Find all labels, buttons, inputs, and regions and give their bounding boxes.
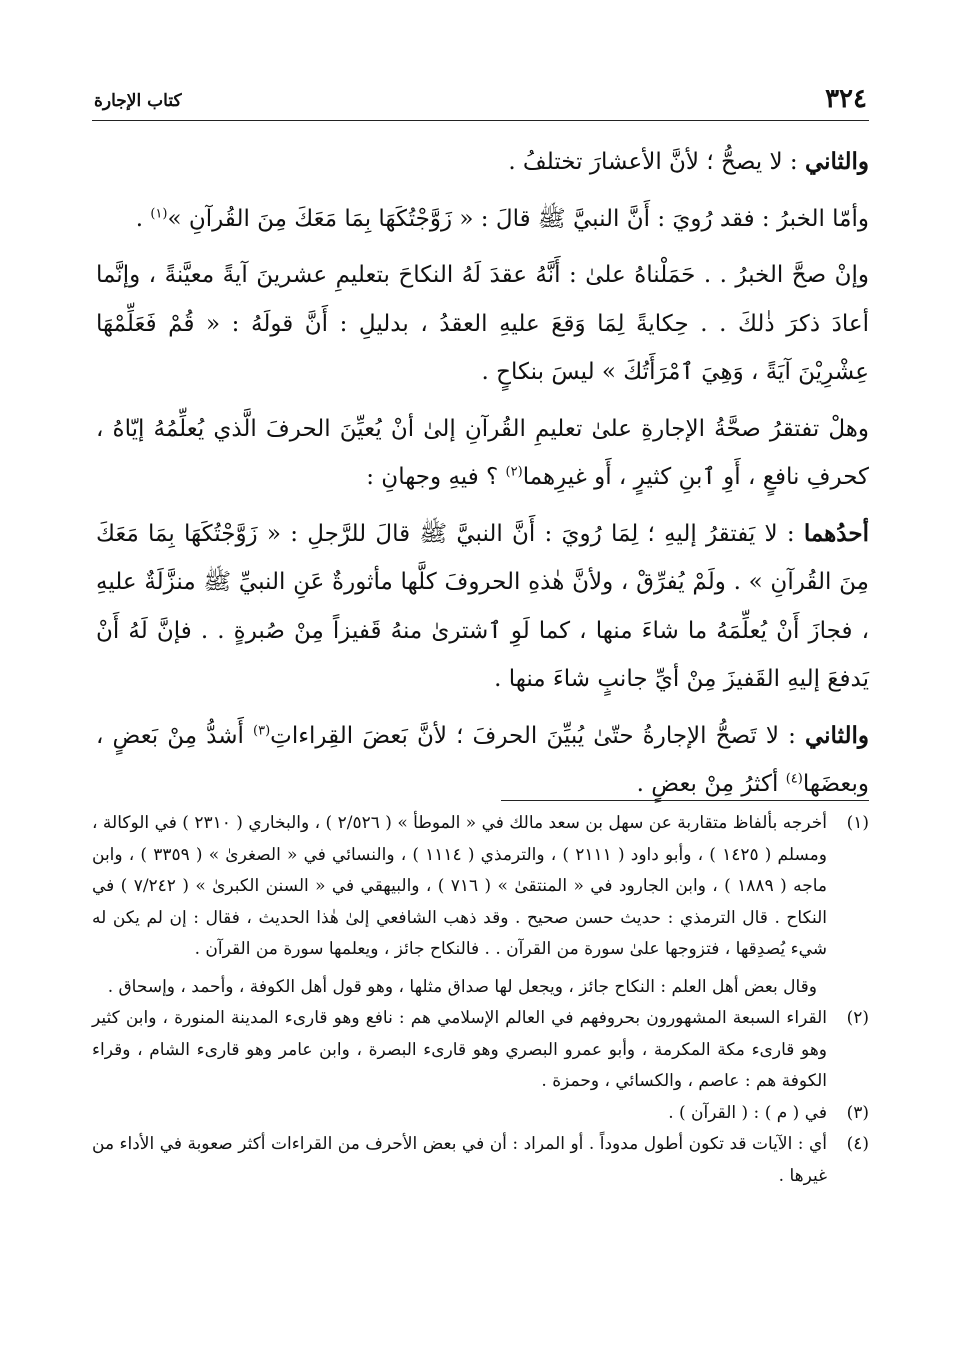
- footnote-number: (٢): [846, 1008, 869, 1028]
- paragraph-tail: ؟ فيهِ وجهانِ :: [366, 464, 506, 490]
- footnote-body: [92, 808, 827, 1003]
- footnote-4: [92, 1129, 869, 1192]
- footnote-text: في ( م ) : ( القرآن ) .: [668, 1102, 827, 1123]
- footnote-1: [92, 808, 869, 1003]
- paragraph-4: [96, 405, 869, 502]
- paragraph-lead: أحدُهما: [803, 519, 869, 547]
- footnote-body: [92, 1098, 827, 1130]
- footnote-text: وقال بعض أهل العلم : النكاح جائز ، ويجعل لها صداق مثلها ، وهو قول أهل الكوفة ، وأحمد ، وإسحاق .: [107, 976, 817, 997]
- footnote-3: [92, 1098, 869, 1130]
- footnote-ref: (٣): [253, 722, 271, 738]
- footnote-number: (١): [846, 813, 869, 833]
- paragraph-text: وأمّا الخبرُ : فقد رُويَ : أَنَّ النبيَّ ﷺ قالَ : « زَوَّجْتُكَهَا بِمَا مَعَكَ مِنَ القُرآنِ »: [167, 205, 869, 232]
- footnote-number: (٣): [846, 1102, 869, 1123]
- paragraph-5: [96, 510, 869, 704]
- footnotes: [92, 808, 869, 1192]
- paragraph-6: [96, 712, 869, 809]
- footnote-ref: (٢): [505, 464, 523, 480]
- paragraph-text: : لا يَفتقرُ إليهِ ؛ لِمَا رُويَ : أَنَّ النبيَّ ﷺ قالَ للرَّجلِ : « زَوَّجْتُكَهَا بِمَا مَعَكَ مِنَ القُرآنِ » . ولَمْ يُفرِّقْ ، ولأنَّ هٰذهِ الحروفَ كلَّها مأثورةٌ عَنِ النبيِّ ﷺ منزَّلَةٌ عليهِ ، فجازَ أَنْ يُعلِّمَهُ ما شاءَ منها ، كما لَوِ ٱشترىٰ منهُ قَفيزاً مِنْ صُبرةٍ . . فإنَّ لَهُ أَنْ يَدفعَ إليهِ القَفيزَ مِنْ أيِّ جانبٍ شاءَ منها .: [96, 520, 869, 692]
- paragraph-lead: والثاني: [804, 721, 870, 749]
- paragraph-text: : لا تَصحُّ الإجارةُ حتّىٰ يُبيِّنَ الحرفَ ؛ لأنَّ بَعضَ القِراءاتِ: [270, 722, 805, 749]
- footnote-ref: (٤): [785, 771, 803, 787]
- paragraph-text: أكثرُ مِنْ بعضٍ .: [636, 771, 786, 797]
- main-text: [96, 138, 869, 809]
- paragraph-text: أَشدُّ مِنْ بَعضٍ ، وبعضَها: [96, 722, 869, 797]
- paragraph-2: [96, 195, 869, 244]
- footnote-separator: [501, 800, 869, 801]
- paragraph-text: : لا يصحُّ ؛ لأنَّ الأعشارَ تختلفُ .: [508, 149, 805, 175]
- running-header: [92, 82, 869, 121]
- paragraph-lead: والثاني: [804, 148, 869, 175]
- footnote-body: [92, 1003, 827, 1098]
- footnote-text: أخرجه بألفاظ متقاربة عن سهل بن سعد مالك في « الموطأ » ( ٢/٥٢٦ ) ، والبخاري ( ٢٣١٠ ) في الوكالة ، ومسلم ( ١٤٢٥ ) ، وأبو داود ( ٢١١١ ) ، والترمذي ( ١١١٤ ) ، والنسائي في « الصغرىٰ » ( ٣٣٥٩ ) ، وابن ماجه ( ١٨٨٩ ) ، وابن الجارود في « المنتقىٰ » ( ٧١٦ ) ، والبيهقي في « السنن الكبرىٰ » ( ٧/٢٤٢ ) في النكاح . قال الترمذي : حديث حسن صحيح . وقد ذهب الشافعي إلىٰ هٰذا الحديث ، فقال : إن لم يكن له شيء يُصدِقها ، فتزوجها علىٰ سورة من القرآن . . فالنكاح جائز ، ويعلمها سورة من القرآن .: [92, 813, 827, 959]
- footnote-ref: (١): [150, 205, 168, 221]
- book-title: كتاب الإجارة: [94, 91, 182, 111]
- page-number: ٣٢٤: [825, 84, 867, 114]
- footnote-2: [92, 1003, 869, 1098]
- footnote-text: القراء السبعة المشهورون بحروفهم في العالم الإسلامي هم : نافع وهو قارىء المدينة المنورة ، وابن كثير وهو قارىء مكة المكرمة ، وأبو عمرو البصري وهو قارىء البصرة ، وابن عامر وهو قارىء الشام ، وقراء الكوفة هم : عاصم ، والكسائي ، وحمزة .: [92, 1008, 827, 1091]
- paragraph-tail: .: [135, 205, 151, 232]
- footnote-text: أي : الآيات قد تكون أطول مدوداً . أو المراد : أن في بعض الأحرف من القراءات أكثر صعوبة في الأداء من غيرها .: [92, 1134, 827, 1186]
- paragraph-text: وإنْ صحَّ الخبرُ . . حَمَلْناهُ علىٰ : أَنَّهُ عقدَ لَهُ النكاحَ بتعليمِ عشرينَ آيةً معيَّنةً ، وإنَّما أعادَ ذكرَ ذٰلكَ . . حِكايةً لِمَا وَقعَ عليهِ العقدُ ، بدليلِ : أَنَّ قولَهُ : « قُمْ فَعَلِّمْهَا عِشْرِيْنَ آيَةً ، وَهِيَ ٱمْرَأَتُكَ » ليسَ بنكاحٍ .: [96, 262, 869, 385]
- paragraph-text: وهلْ تفتقرُ صحَّةُ الإجارةِ علىٰ تعليمِ القُرآنِ إلىٰ أنْ يُعيِّنَ الحرفَ الَّذي يُعلِّمُهُ إيّاهُ ، كحرفِ نافعٍ ، أَوِ ٱبنِ كثيرٍ ، أَو غيرِهما: [96, 415, 869, 490]
- footnote-number: (٤): [846, 1134, 869, 1154]
- paragraph-1: [96, 138, 869, 187]
- paragraph-3: [96, 251, 869, 397]
- footnote-body: [92, 1129, 827, 1192]
